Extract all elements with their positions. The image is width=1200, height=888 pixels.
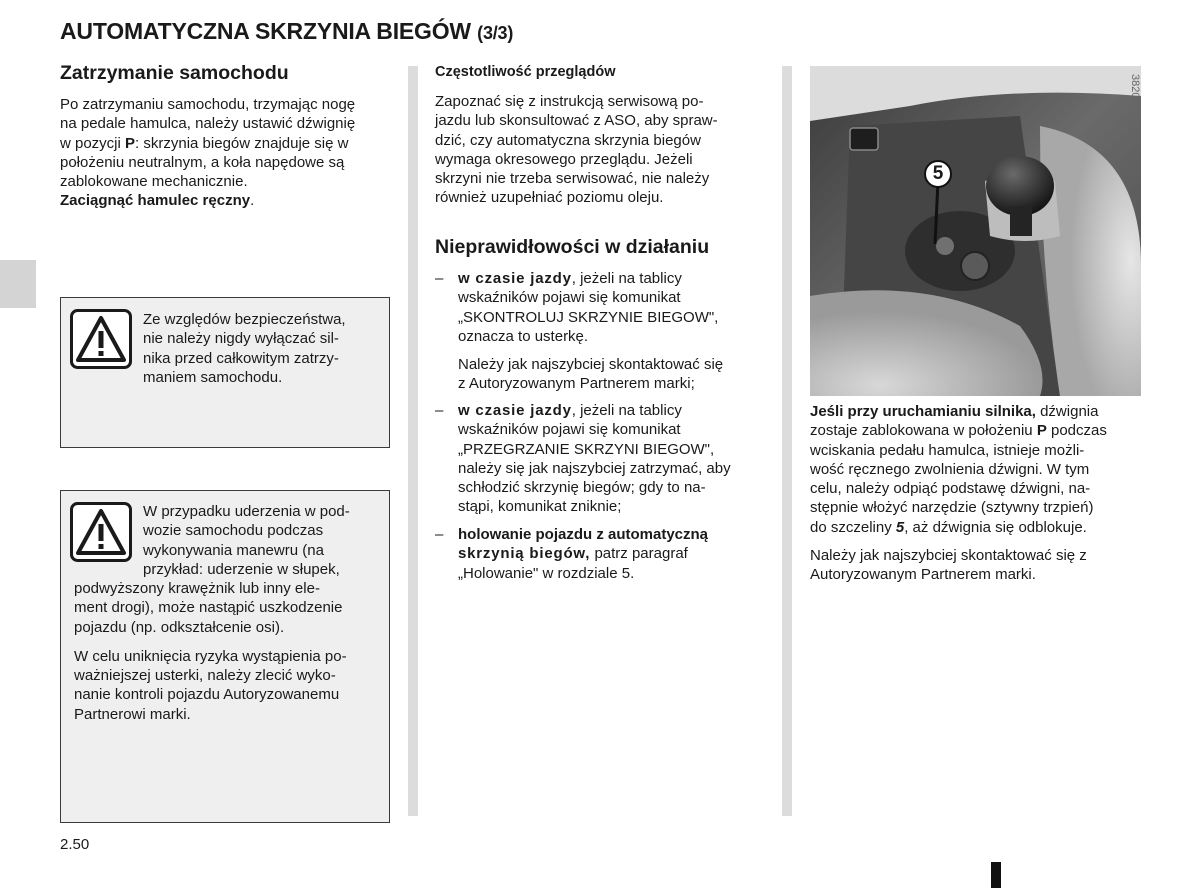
warning-triangle-icon	[70, 309, 132, 369]
page-number: 2.50	[60, 836, 90, 853]
page-title-text: AUTOMATYCZNA SKRZYNIA BIEGÓW	[60, 18, 471, 44]
warning-2-text-top: W przypadku uderzenia w pod- wozie samochodu podczas wykonywania manewru (na przykład: uderzenie w słupek,	[143, 503, 350, 578]
photo-caption-1: Jeśli przy uruchamianiu silnika, dźwignia zostaje zablokowana w położeniu P podczas wciskania pedału hamulca, istnieje możli- wość ręcznego zwolnienia dźwigni. W tym celu, należy odpiąć podstawę dźwigni, na- stępnie włożyć narzędzie (sztywny trzpień) do szczeliny 5, aż dźwignia się odblokuje.	[810, 403, 1107, 536]
list-bullet: –	[435, 526, 444, 543]
heading-malfunctions: Nieprawidłowości w działaniu	[435, 236, 710, 258]
para-line: Zaciągnąć hamulec ręczny.	[60, 192, 255, 210]
column-rule-2	[782, 66, 792, 816]
para-line: Po zatrzymaniu samochodu, trzymając nogę	[60, 96, 356, 113]
list-bullet: –	[435, 402, 444, 419]
list-item-3: holowanie pojazdu z automatyczną skrzynią biegów, patrz paragraf „Holowanie" w rozdziale 5.	[458, 526, 709, 582]
service-paragraph: Zapoznać się z instrukcją serwisową po- jazdu lub skonsultować z ASO, aby spraw- dzić, czy automatyczna skrzynia biegów wymaga okresowego przeglądu. Jeżeli skrzyni nie trzeba serwisować, nie należy również uzupełniać poziomu oleju.	[435, 93, 718, 207]
para-line: położeniu neutralnym, a koła napędowe są	[60, 153, 345, 171]
warning-triangle-icon	[70, 502, 132, 562]
gear-lever-illustration	[810, 66, 1141, 396]
heading-stopping: Zatrzymanie samochodu	[60, 62, 289, 84]
warning-2-text-bottom: podwyższony krawężnik lub inny ele- ment drogi), może nastąpić uszkodzenie pojazdu (np. odkształcenie osi). W celu uniknięcia ryzyka wystąpienia po- ważniejszej usterki, należy zlecić wyko- nanie kontroli pojazdu Autoryzowanemu Partnerowi marki.	[74, 580, 347, 723]
photo-code: 38206	[1129, 74, 1141, 105]
photo-caption-2: Należy jak najszybciej skontaktować się z Autoryzowanym Partnerem marki.	[810, 547, 1087, 584]
subheading-service-frequency: Częstotliwość przeglądów	[435, 64, 616, 80]
list-bullet: –	[435, 270, 444, 287]
para-line: w pozycji P: skrzynia biegów znajduje się w	[60, 134, 349, 152]
para-line: zablokowane mechanicznie.	[60, 173, 248, 191]
gear-lever-photo	[810, 66, 1141, 396]
list-item-2: w czasie jazdy, jeżeli na tablicy wskaźników pojawi się komunikat „PRZEGRZANIE SKRZYNI BIEGOW", należy się jak najszybciej zatrzymać, aby schłodzić skrzynię biegów; gdy to na- stąpi, komunikat zniknie;	[458, 402, 731, 516]
callout-5: 5	[924, 160, 952, 188]
page-title-part: (3/3)	[477, 23, 514, 43]
stopping-paragraph	[60, 95, 390, 211]
warning-1-text: Ze względów bezpieczeństwa, nie należy nigdy wyłączać sil- nika przed całkowitym zatrzy- maniem samochodu.	[143, 311, 346, 386]
para-line: na pedale hamulca, należy ustawić dźwignię	[60, 115, 356, 133]
list-item-1: w czasie jazdy, jeżeli na tablicy wskaźników pojawi się komunikat „SKONTROLUJ SKRZYNIE BIEGOW", oznacza to usterkę. Należy jak najszybciej skontaktować się z Autoryzowanym Partnerem marki;	[458, 270, 724, 393]
page-title	[60, 18, 513, 45]
chapter-tab	[0, 260, 36, 308]
column-rule-1	[408, 66, 418, 816]
corner-mark	[991, 862, 1001, 888]
